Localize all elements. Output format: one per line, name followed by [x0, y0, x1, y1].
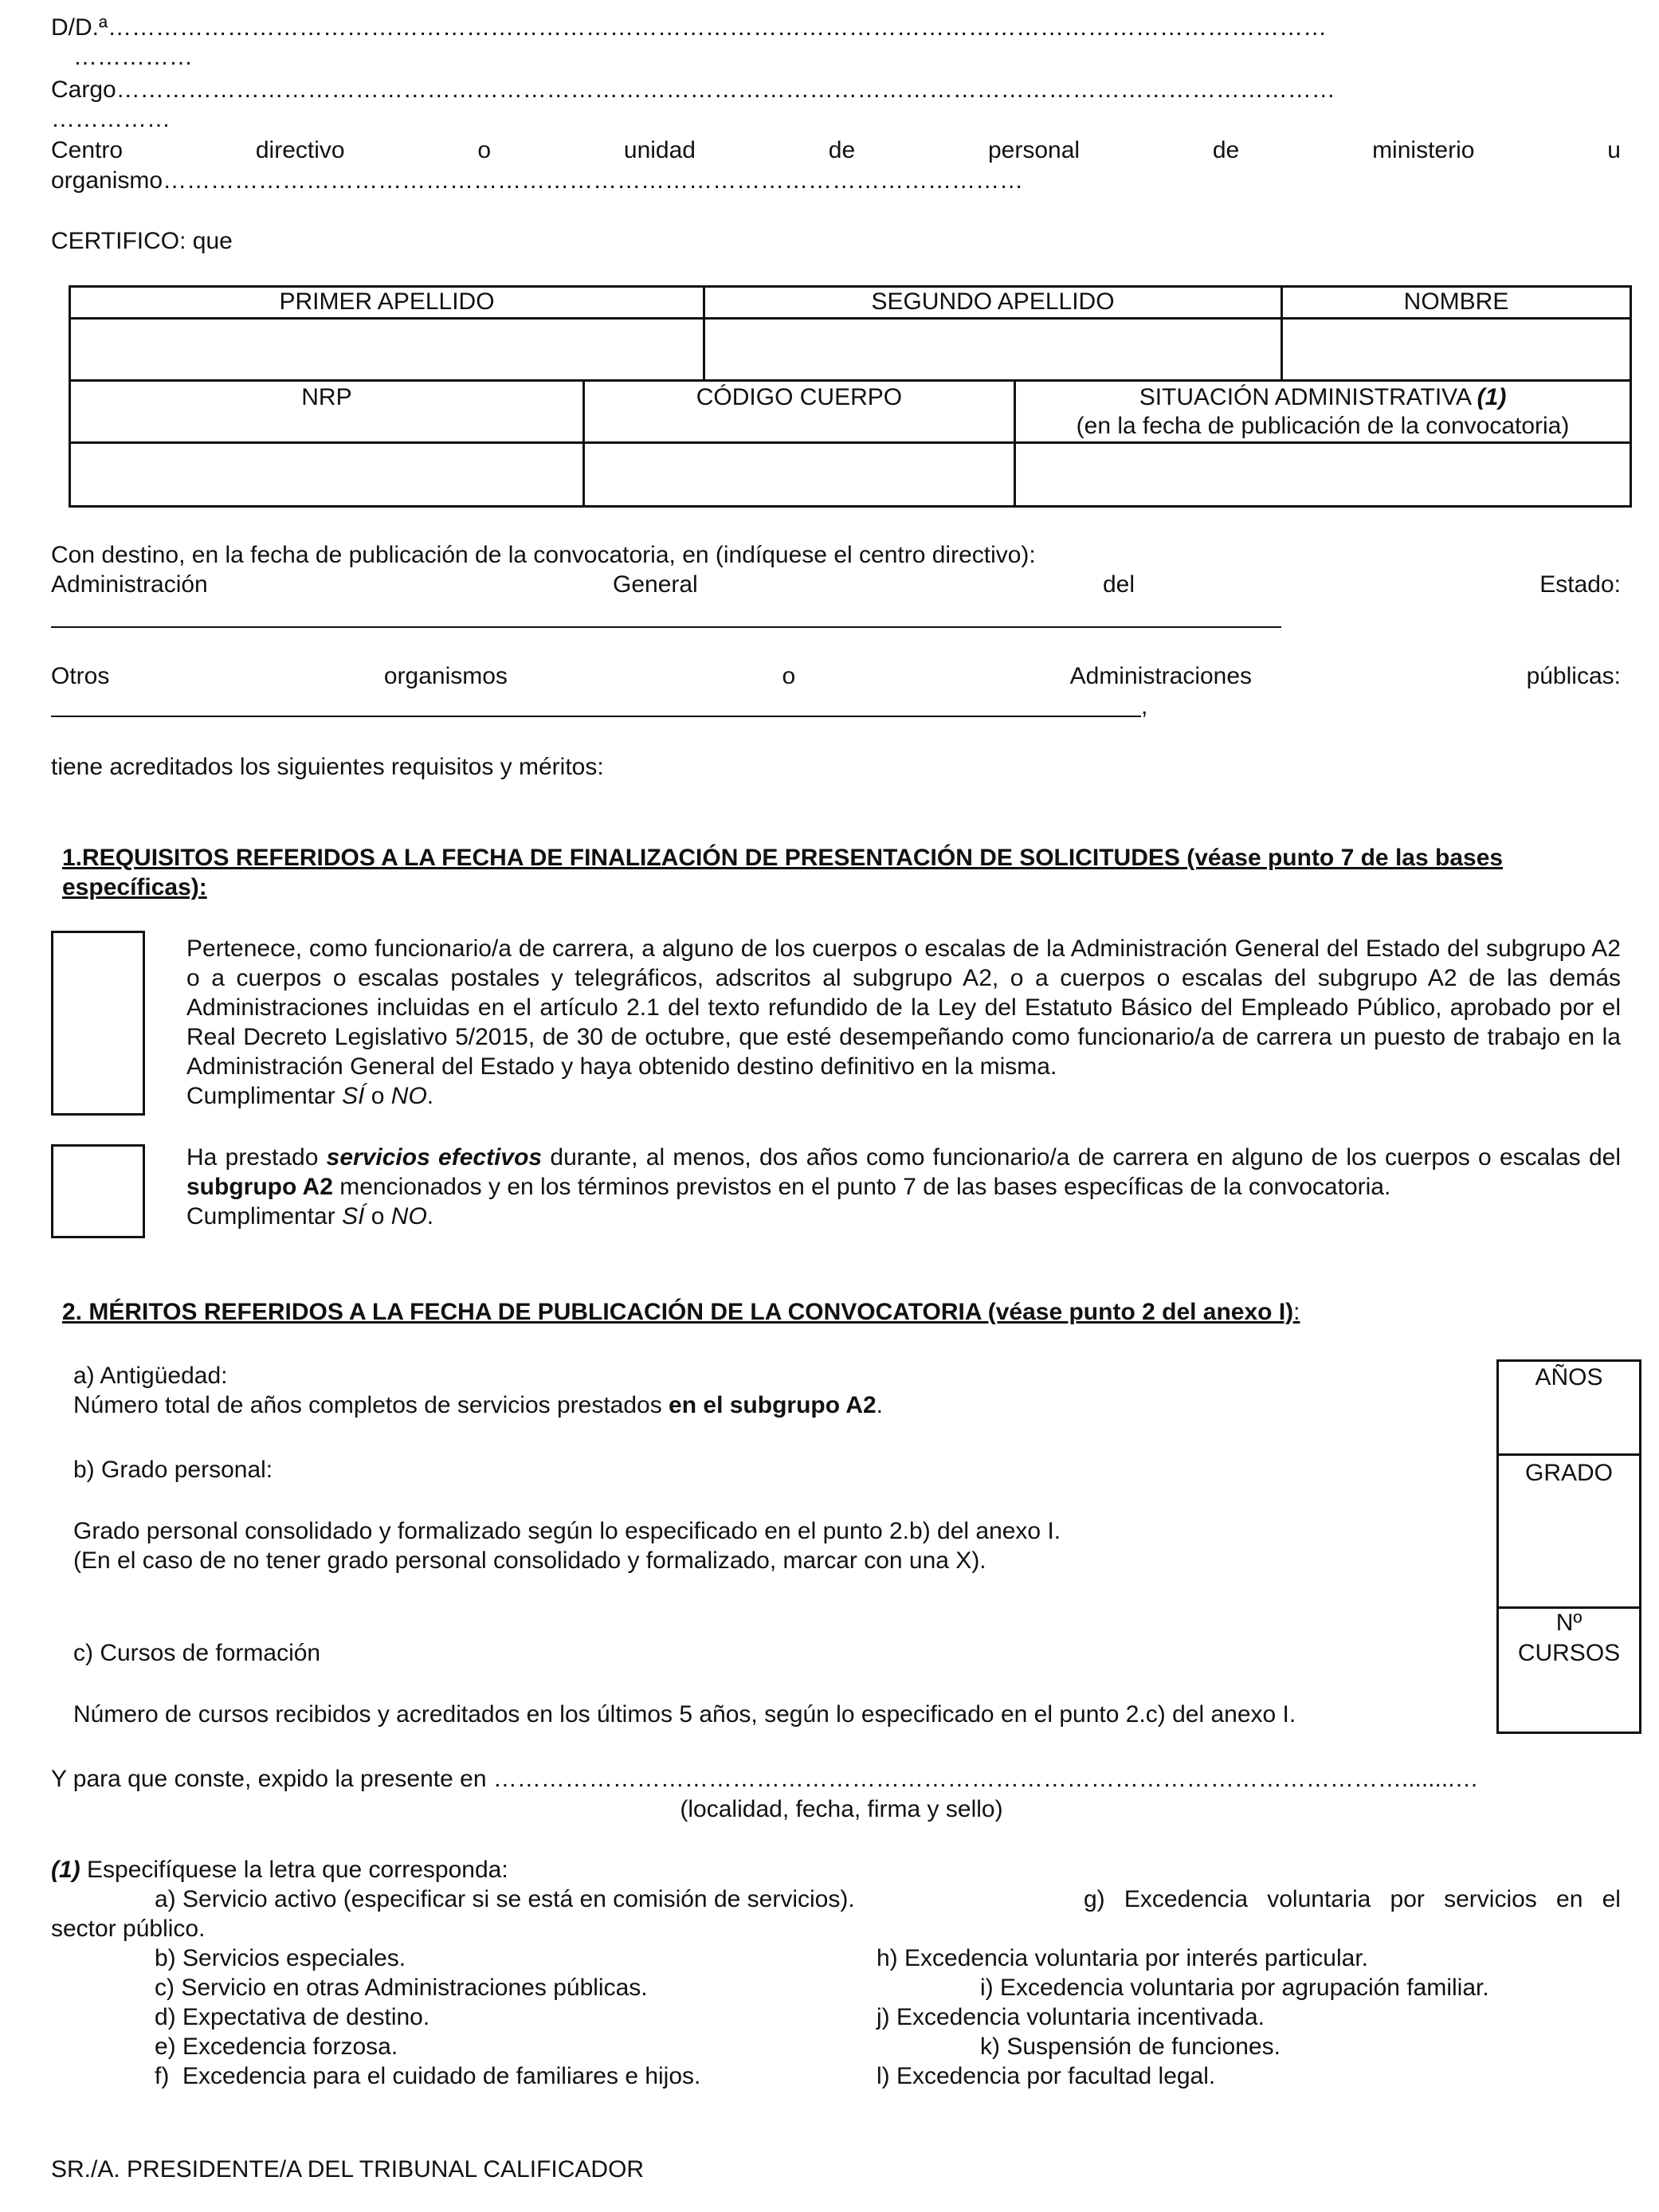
no-option: NO: [390, 1203, 427, 1230]
cursos-text: Número de cursos recibidos y acreditados en los últimos 5 años, según lo especificado en el punto 2.c) del anexo I.: [73, 1701, 1296, 1728]
word: públicas:: [1526, 663, 1621, 689]
word: o: [477, 137, 492, 163]
word: organismos: [383, 663, 508, 689]
word: servicios: [1444, 1886, 1537, 1912]
addressee: SR./A. PRESIDENTE/A DEL TRIBUNAL CALIFICADOR: [51, 2156, 645, 2183]
word: por: [1390, 1886, 1425, 1912]
o-word: o: [364, 1203, 391, 1230]
section2-title-text: 2. MÉRITOS REFERIDOS A LA FECHA DE PUBLICACIÓN DE LA CONVOCATORIA (véase punto 2 del anexo I): [62, 1299, 1294, 1325]
word: Excedencia: [1124, 1886, 1249, 1912]
word: Otros: [51, 663, 110, 689]
req2-part: durante, al menos, dos años como funcionario/a de carrera en alguno de los cuerpos o escalas del: [542, 1144, 1621, 1171]
section2-title: [62, 1297, 1300, 1327]
word: Centro: [51, 137, 124, 163]
note-k: k) Suspensión de funciones.: [980, 2034, 1281, 2060]
centro-line: [51, 135, 1621, 165]
notes-intro: [51, 1855, 508, 1885]
dd-line-cont: ……………: [73, 44, 193, 70]
age-line: [51, 570, 1621, 599]
header-codigo-cuerpo: CÓDIGO CUERPO: [583, 381, 1014, 443]
cargo-line: [51, 75, 1613, 104]
req2-subgrupo: subgrupo A2: [186, 1174, 333, 1200]
age-fill-line[interactable]: [51, 626, 1281, 628]
cargo-line-cont: ……………: [51, 106, 171, 132]
header-primer-apellido: PRIMER APELLIDO: [70, 287, 704, 319]
word: ministerio: [1372, 137, 1475, 163]
note-a: a) Servicio activo (especificar si se está en comisión de servicios).: [155, 1886, 855, 1912]
word: u: [1607, 137, 1621, 163]
si-option: SÍ: [342, 1203, 365, 1230]
section2-title-colon: :: [1293, 1299, 1300, 1325]
certifico-label: CERTIFICO: que: [51, 228, 233, 254]
req2-text: [186, 1143, 1621, 1231]
notes-intro-text: Especifíquese la letra que corresponda:: [80, 1857, 508, 1883]
word: voluntaria: [1267, 1886, 1371, 1912]
note-j: j) Excedencia voluntaria incentivada.: [877, 2004, 1265, 2030]
word: o: [782, 663, 796, 689]
anios-header: AÑOS: [1535, 1364, 1603, 1390]
nrp-cell[interactable]: [70, 443, 584, 507]
primer-apellido-cell[interactable]: [70, 319, 704, 381]
nombre-cell[interactable]: [1282, 319, 1631, 381]
cumplimentar-label: Cumplimentar: [186, 1203, 343, 1230]
personal-data-table: [69, 285, 1632, 382]
grado-label: b) Grado personal:: [73, 1457, 273, 1483]
word: General: [612, 571, 698, 598]
header-situacion: [1015, 381, 1631, 443]
note-c: c) Servicio en otras Administraciones públicas.: [155, 1975, 648, 2001]
notes-ref: (1): [51, 1857, 80, 1883]
localidad-hint: (localidad, fecha, firma y sello): [680, 1796, 1003, 1822]
cursos-header: CURSOS: [1517, 1640, 1621, 1666]
cursos-label: c) Cursos de formación: [73, 1640, 321, 1666]
word: de: [1212, 137, 1240, 163]
otros-line: [51, 661, 1621, 691]
situacion-ref: (1): [1477, 384, 1507, 410]
note-g-cont: sector público.: [51, 1916, 206, 1942]
note-i: i) Excedencia voluntaria por agrupación familiar.: [980, 1975, 1489, 2001]
cursos-input[interactable]: [1500, 1670, 1638, 1732]
antiguedad-subgrupo: en el subgrupo A2: [669, 1392, 877, 1418]
note-g: [1084, 1885, 1621, 1914]
centro-line-cont[interactable]: organismo………………………………………………………………………………………………: [51, 167, 1024, 194]
word: en: [1556, 1886, 1583, 1912]
grado-input[interactable]: [1500, 1490, 1638, 1605]
situacion-cell[interactable]: [1015, 443, 1631, 507]
grado-text-1: Grado personal consolidado y formalizado según lo especificado en el punto 2.b) del anexo I.: [73, 1518, 1061, 1544]
note-l: l) Excedencia por facultad legal.: [877, 2063, 1216, 2089]
word: del: [1102, 571, 1135, 598]
otros-end: ,: [1141, 693, 1148, 720]
header-segundo-apellido: SEGUNDO APELLIDO: [704, 287, 1282, 319]
word: Estado:: [1539, 571, 1621, 598]
destino-intro: Con destino, en la fecha de publicación de la convocatoria, en (indíquese el centro directivo):: [51, 542, 1036, 568]
cumplimentar-label: Cumplimentar: [186, 1083, 343, 1109]
note-h: h) Excedencia voluntaria por interés particular.: [877, 1945, 1368, 1971]
otros-fill-line[interactable]: [51, 716, 1141, 717]
header-nrp: NRP: [70, 381, 584, 443]
conste-line[interactable]: Y para que conste, expido la presente en ……………………………………………………………………………………………………........…: [51, 1766, 1479, 1792]
req1-checkbox[interactable]: [51, 931, 145, 1116]
note-f: f) Excedencia para el cuidado de familiares e hijos.: [155, 2063, 701, 2089]
tiene-acreditados: tiene acreditados los siguientes requisitos y méritos:: [51, 754, 604, 780]
dd-line: [51, 13, 1613, 42]
n-header: Nº: [1555, 1610, 1583, 1636]
admin-data-table: [69, 379, 1632, 508]
antiguedad-text: [73, 1390, 883, 1420]
antiguedad-label: a) Antigüedad:: [73, 1363, 228, 1389]
req1-text: [186, 934, 1621, 1111]
dd-label: D/D.ª: [51, 14, 108, 41]
codigo-cuerpo-cell[interactable]: [583, 443, 1014, 507]
word: unidad: [623, 137, 696, 163]
note-d: d) Expectativa de destino.: [155, 2004, 430, 2030]
req2-checkbox[interactable]: [51, 1144, 145, 1238]
cargo-fill[interactable]: ………………………………………………………………………………………………………………………………………: [116, 76, 1335, 103]
word: g): [1084, 1886, 1105, 1912]
anios-input[interactable]: [1500, 1394, 1638, 1452]
word: el: [1602, 1886, 1621, 1912]
word: de: [828, 137, 856, 163]
segundo-apellido-cell[interactable]: [704, 319, 1282, 381]
no-option: NO: [390, 1083, 427, 1109]
note-b: b) Servicios especiales.: [155, 1945, 406, 1971]
situacion-label: SITUACIÓN ADMINISTRATIVA: [1139, 384, 1477, 410]
req1-body: Pertenece, como funcionario/a de carrera, a alguno de los cuerpos o escalas de la Administración General del Estado del subgrupo A2 o a cuerpos o escalas postales y telegráficos, adscritos al subgrupo A2, o a cuerpos o escalas del subgrupo A2 de las demás Administraciones incluidas en el artículo 2.1 del texto refundido de la Ley del Estatuto Básico del Empleado Público, aprobado por el Real Decreto Legislativo 5/2015, de 30 de octubre, que esté desempeñando como funcionario/a de carrera un puesto de trabajo en la Administración General del Estado y haya obtenido destino definitivo en la misma.: [186, 935, 1621, 1080]
o-word: o: [364, 1083, 391, 1109]
req2-part: mencionados y en los términos previstos en el punto 7 de las bases específicas de la convocatoria.: [332, 1174, 1391, 1200]
antiguedad-text-pre: Número total de años completos de servicios prestados: [73, 1392, 669, 1418]
situacion-sub: (en la fecha de publicación de la convocatoria): [1076, 413, 1570, 439]
merits-divider-1: [1496, 1453, 1641, 1456]
period: .: [876, 1392, 883, 1418]
req2-emph: servicios efectivos: [326, 1144, 543, 1171]
dd-fill[interactable]: ………………………………………………………………………………………………………………………………………: [108, 14, 1328, 41]
si-option: SÍ: [342, 1083, 365, 1109]
section1-title: 1.REQUISITOS REFERIDOS A LA FECHA DE FINALIZACIÓN DE PRESENTACIÓN DE SOLICITUDES (véase punto 7 de las bases específicas):: [62, 845, 1504, 900]
word: directivo: [255, 137, 345, 163]
period: .: [426, 1203, 434, 1230]
note-e: e) Excedencia forzosa.: [155, 2034, 398, 2060]
header-nombre: NOMBRE: [1282, 287, 1631, 319]
word: Administraciones: [1069, 663, 1253, 689]
grado-text-2: (En el caso de no tener grado personal consolidado y formalizado, marcar con una X).: [73, 1547, 986, 1574]
word: Administración: [51, 571, 208, 598]
cargo-label: Cargo: [51, 76, 116, 103]
period: .: [426, 1083, 434, 1109]
req2-part: Ha prestado: [186, 1144, 327, 1171]
grado-header: GRADO: [1524, 1460, 1613, 1486]
word: personal: [987, 137, 1081, 163]
